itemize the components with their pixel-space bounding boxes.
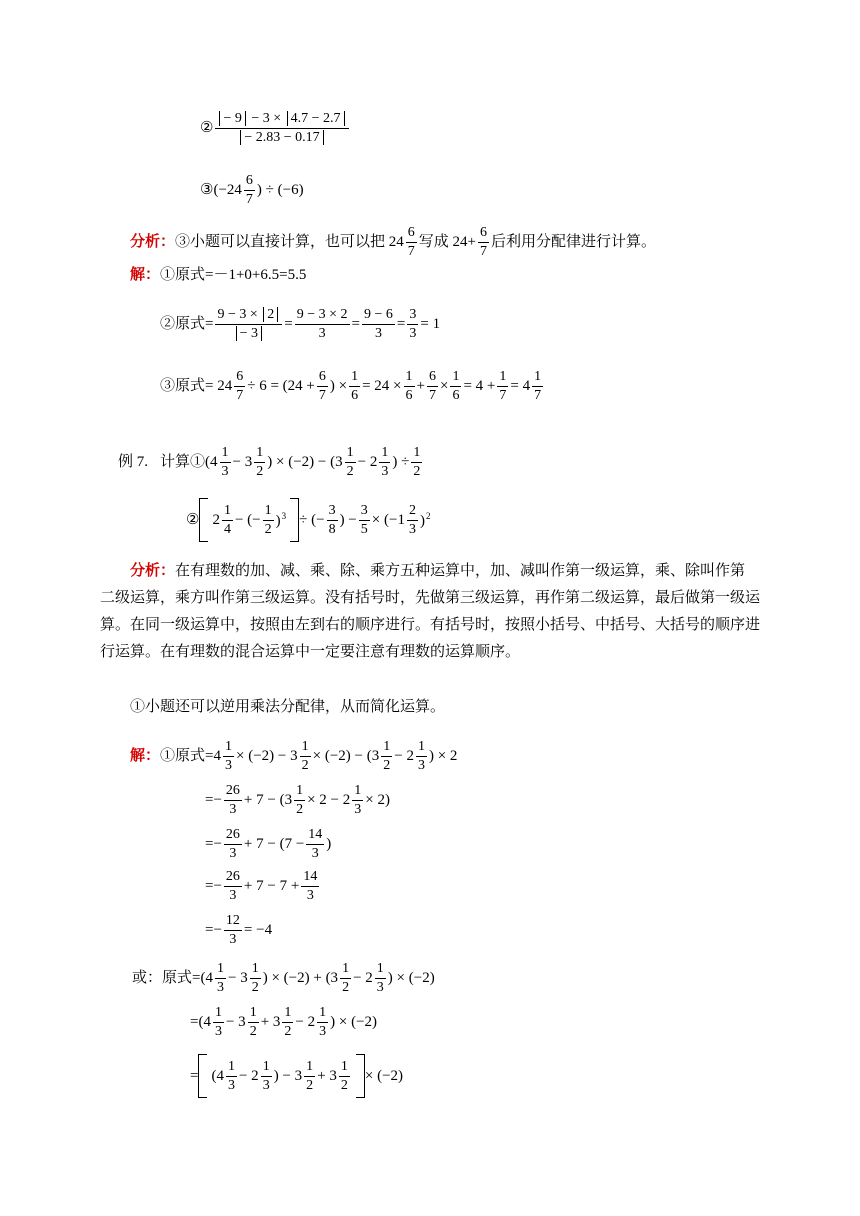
solution-2-step2: =− $\frac{26}{3}$ + 7 − (3 $\frac{1}{2}$ × 2 − 2 $\frac{1}{3}$ × 2): [205, 783, 390, 817]
solution-2-alt3: = (4 1 3 − 2 1 3 ) − 3 1 2 + 3 1 2 × (−2): [190, 1054, 403, 1098]
solution-2-step4: =− $\frac{26}{3}$ + 7 − 7 + $\frac{14}{3}$: [205, 869, 318, 903]
solution-2-step3: =− $\frac{26}{3}$ + 7 − (7 − $\frac{14}{3}$ ): [205, 827, 332, 861]
problem-3-label: ③: [200, 182, 214, 198]
problem-2-numerator: − 9 − 3 × 4.7 − 2.7: [215, 112, 348, 129]
solution-1-tag: 解：: [130, 267, 161, 283]
solution-1-line2: ②原式= $\frac{9 - 3 \times 2}{- 3}$ = $\frac{9 - 3 \times 2}{3}$ = $\frac{9 - 6}{3}$ = $\frac{3}{3}$ = 1: [160, 307, 441, 341]
solution-2-step1: 解： ①原式=4 $\frac{1}{3}$ × (−2) − 3 $\frac{1}{2}$ × (−2) − (3 1 2 − 2 1 3 ) × 2: [130, 739, 458, 773]
solution-2-tag: 解：: [130, 748, 161, 764]
problem-2-label: ②: [200, 120, 214, 136]
analysis-2-note: [130, 700, 445, 715]
problem-2: [200, 112, 351, 145]
solution-1-line3: ③原式= 24 $\frac{6}{7}$ ÷ 6 = (24 + $\frac{6}{7}$ ) × $\frac{1}{6}$ = 24 × $\frac{1}{6}$ + $\frac{6}{7}$ × $\frac{1}{6}$ = 4 + $\frac{1}{7}$ = 4 1 7: [160, 369, 542, 403]
example-7-label: 例 7.: [118, 454, 149, 470]
solution-2-step5: =− $\frac{12}{3}$ = −4: [205, 913, 273, 947]
analysis-1: 分析： ③小题可以直接计算，也可以把 24 6 7 写成 24+ $\frac{6}{7}$ 后利用分配律进行计算。: [130, 225, 657, 259]
analysis-2-note-text: ①小题还可以逆用乘法分配律，从而简化运算。: [130, 699, 446, 715]
problem-3: ③ (−24 6 7 ) ÷ (−6): [200, 173, 304, 207]
example-7-q2: ② 2 1 4 − (− $\frac{1}{2}$ )$^3$ ÷ (− $\frac{3}{8}$ ) − $\frac{3}{5}$ × (−1 2 3 )$^2$: [186, 498, 430, 542]
solution-1-line1: [130, 268, 306, 283]
analysis-2-text: 在有理数的加、减、乘、除、乘方五种运算中，加、减叫作第一级运算，乘、除叫作第二级运算，乘方叫作第三级运算。没有括号时，先做第三级运算，再作第二级运算，最后做第一级运算。在同一级运算中，按照由左到右的顺序进行。有括号时，按照小括号、中括号、大括号的顺序进行运算。在有理数的混合运算中一定要注意有理数的运算顺序。: [100, 563, 761, 660]
example-7-verb: 计算①: [160, 454, 206, 470]
analysis-1-tag: 分析：: [130, 234, 176, 250]
example-7-q2-label: ②: [186, 511, 200, 528]
problem-2-fraction: [215, 112, 348, 145]
solution-2-alt2: =(4 1 3 − 3 1 2 + 3 1 2 − 2 1 3 ) × (−2): [190, 1005, 378, 1039]
example-7-q1: 例 7. 计算① (4 1 3 − 3 1 2 ) × (−2) − (3 1 2 − 2 1 3 ) ÷ $\frac{1}{2}$: [118, 445, 421, 479]
analysis-2: [100, 558, 760, 666]
problem-2-denominator: − 2.83 − 0.17: [236, 129, 327, 145]
solution-1-text: ①原式=－1+0+6.5=5.5: [160, 267, 307, 283]
solution-2-alt-tag: 或：: [132, 970, 163, 986]
solution-2-alt1: 或： 原式=(4 1 3 − 3 1 2 ) × (−2) + (3 1 2 − 2 1 3 ) × (−2): [132, 961, 435, 995]
analysis-2-tag: 分析：: [130, 563, 176, 579]
